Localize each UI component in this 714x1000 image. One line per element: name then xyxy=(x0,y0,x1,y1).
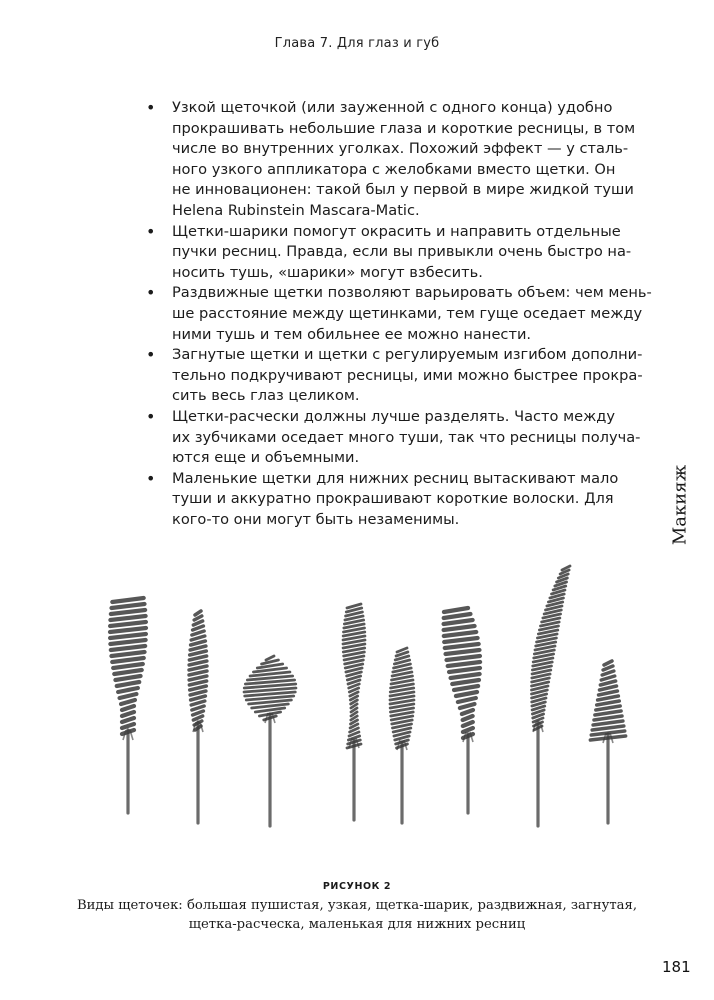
bullet-item xyxy=(146,98,634,222)
bullet-line: сить весь глаз целиком. xyxy=(172,387,360,405)
bullet-line: Загнутые щетки и щетки с регулируемым изгибом дополни- xyxy=(172,346,643,364)
narrow-brush xyxy=(189,611,207,823)
bullet-item xyxy=(146,222,634,284)
bullet-dot: • xyxy=(146,98,156,117)
figure-caption-line: щетка-расческа, маленькая для нижних ресниц xyxy=(188,917,526,932)
lower-lash-brush xyxy=(590,661,625,823)
bullet-dot: • xyxy=(146,468,156,488)
bullet-line: ними тушь и тем обильнее ее можно нанести. xyxy=(172,325,532,343)
ball-brush xyxy=(244,656,296,826)
running-head: Глава 7. Для глаз и губ xyxy=(274,36,440,51)
bullet-list xyxy=(146,98,652,530)
bullet-line: ются еще и объемными. xyxy=(172,449,360,467)
bullet-line: ного узкого аппликатора с желобками вместо щетки. Он xyxy=(172,160,616,178)
bullet-line: пучки ресниц. Правда, если вы привыкли очень быстро на- xyxy=(172,243,632,261)
bullet-dot: • xyxy=(146,283,156,303)
bullet-line: тельно подкручивают ресницы, ими можно быстрее прокра- xyxy=(172,366,643,384)
mascara-brushes-illustration xyxy=(90,558,650,838)
page-number: 181 xyxy=(662,958,691,976)
bullet-item xyxy=(146,406,641,469)
bullet-line: не инновационен: такой был у первой в мире жидкой туши xyxy=(172,181,634,199)
section-side-tab xyxy=(667,455,693,555)
expandable-brush xyxy=(343,604,365,820)
bullet-line: Маленькие щетки для нижних ресниц вытаскивают мало xyxy=(172,469,619,487)
bullet-item xyxy=(146,345,643,407)
bullet-line: носить тушь, «шарики» могут взбесить. xyxy=(172,263,483,281)
bullet-dot: • xyxy=(146,221,156,241)
comb-brush xyxy=(444,608,481,813)
bullet-line: их зубчиками оседает много туши, так что ресницы получа- xyxy=(172,428,641,446)
figure-caption-line: Виды щеточек: большая пушистая, узкая, щетка-шарик, раздвижная, загнутая, xyxy=(76,898,638,913)
figure-label: РИСУНОК 2 xyxy=(322,881,392,892)
bullet-line: числе во внутренних уголках. Похожий эффект — у сталь- xyxy=(172,140,629,158)
bullet-line: Щетки-расчески должны лучше разделять. Часто между xyxy=(172,407,615,425)
section-side-tab-label: Макияж xyxy=(669,464,691,546)
bullet-line: Раздвижные щетки позволяют варьировать объем: чем мень- xyxy=(172,284,652,302)
bullet-line: Узкой щеточкой (или зауженной с одного конца) удобно xyxy=(172,99,613,116)
figure-caption xyxy=(0,896,714,934)
bullet-dot: • xyxy=(146,345,156,365)
bullet-line: кого-то они могут быть незаменимы. xyxy=(172,510,460,528)
bullet-line: прокрашивать небольшие глаза и короткие ресницы, в том xyxy=(172,119,636,137)
bullet-line: ше расстояние между щетинками, тем гуще оседает между xyxy=(172,304,643,322)
bullet-item xyxy=(146,283,652,345)
bullet-item xyxy=(146,469,634,531)
large-fluffy-brush xyxy=(110,598,146,813)
bullet-line: туши и аккуратно прокрашивают короткие волоски. Для xyxy=(172,490,614,508)
bullet-line: Helena Rubinstein Mascara-Matic. xyxy=(172,201,420,219)
curved-brush xyxy=(532,566,570,826)
bullet-dot: • xyxy=(146,406,156,426)
bullet-line: Щетки-шарики помогут окрасить и направить отдельные xyxy=(172,222,621,240)
bent-brush-short xyxy=(390,648,414,823)
